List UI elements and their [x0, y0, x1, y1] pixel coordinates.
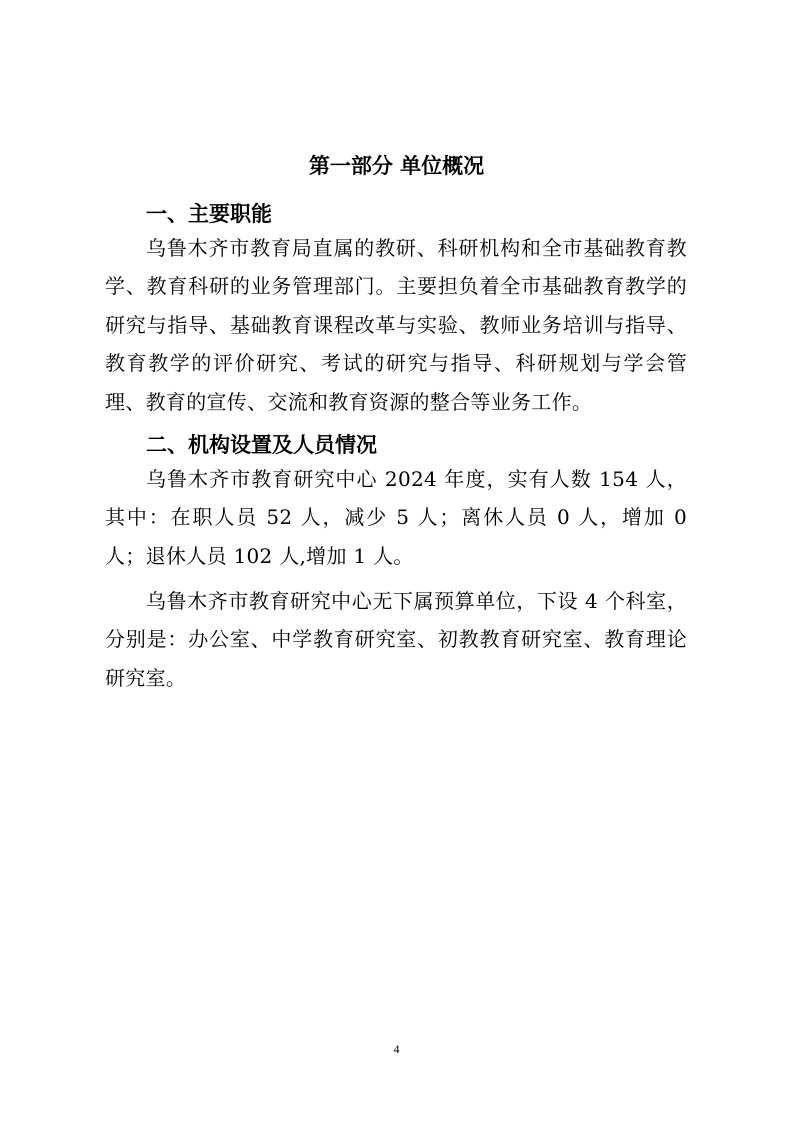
page-number: 4: [393, 1042, 400, 1056]
paragraph-departments: 乌鲁木齐市教育研究中心无下属预算单位，下设 4 个科室，分别是：办公室、中学教育研究室、初教教育研究室、教育理论研究室。: [105, 589, 687, 690]
section-heading-main-functions: 一、主要职能: [146, 202, 272, 226]
section-heading-organization-staff: 二、机构设置及人员情况: [146, 433, 377, 457]
page-title: 第一部分 单位概况: [308, 154, 485, 178]
paragraph-main-functions: 乌鲁木齐市教育局直属的教研、科研机构和全市基础教育教学、教育科研的业务管理部门。主要担负着全市基础教育教学的研究与指导、基础教育课程改革与实验、教师业务培训与指导、教育教学的评价研究、考试的研究与指导、科研规划与学会管理、教育的宣传、交流和教育资源的整合等业务工作。: [105, 236, 687, 414]
paragraph-staff-numbers: 乌鲁木齐市教育研究中心 2024 年度，实有人数 154 人，其中：在职人员 52 人，减少 5 人；离休人员 0 人，增加 0 人；退休人员 102 人,增加 1 人。: [105, 467, 687, 568]
